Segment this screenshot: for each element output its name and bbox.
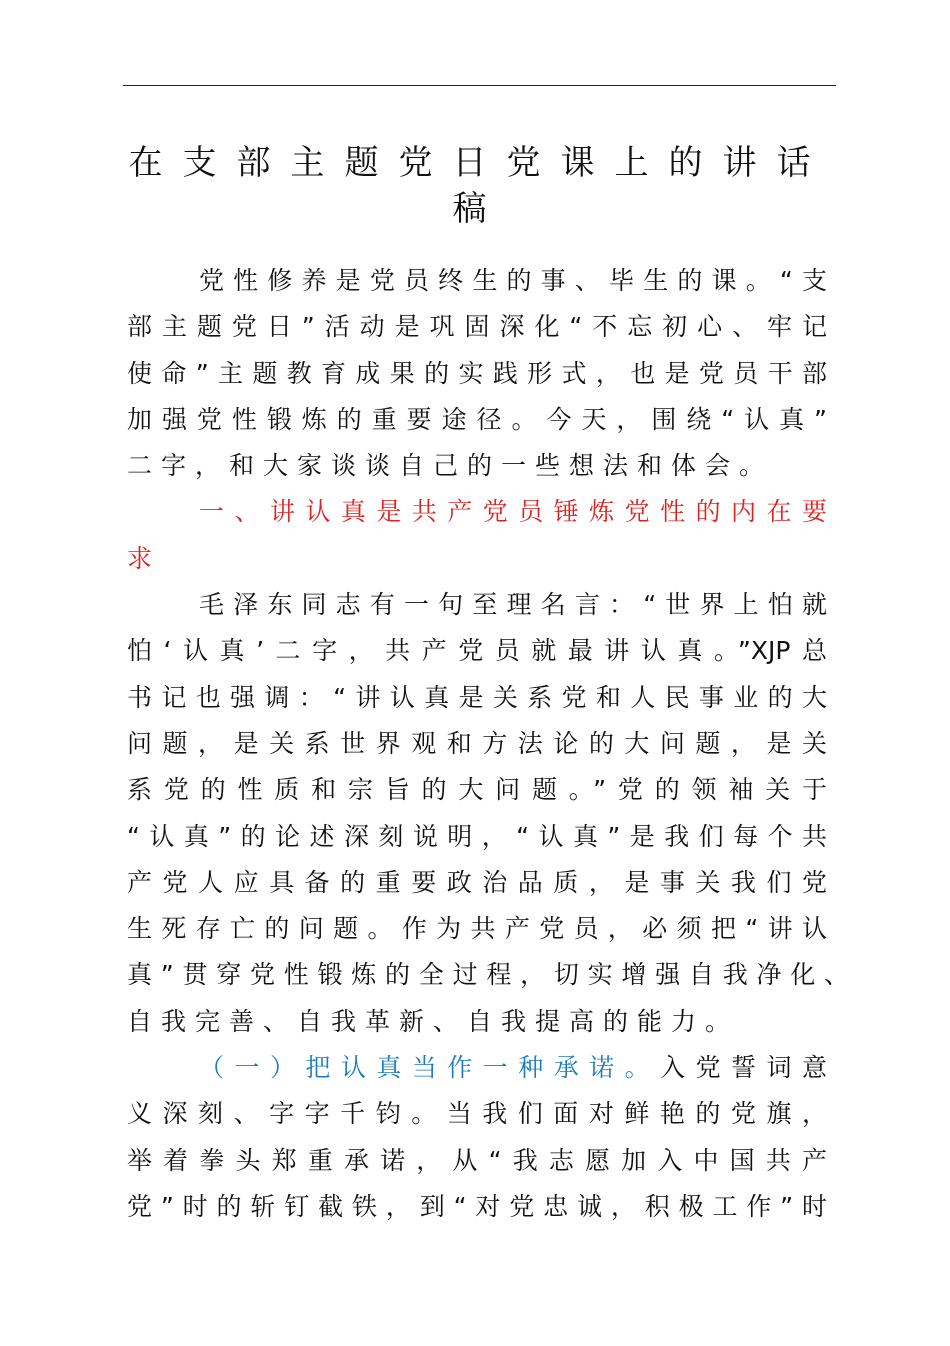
paragraph-line: 书记也强调：“讲认真是关系党和人民事业的大 — [127, 682, 827, 712]
section-heading: 一、讲认真是共产党员锤炼党性的内在要 — [199, 497, 827, 527]
paragraph-line: 问题，是关系世界观和方法论的大问题，是关 — [127, 728, 827, 758]
subsection-heading: （一）把认真当作一种承诺。 — [199, 1053, 661, 1083]
paragraph-line: 使命”主题教育成果的实践形式，也是党员干部 — [127, 358, 827, 388]
section-heading: 求 — [127, 543, 162, 573]
paragraph-line: 生死存亡的问题。作为共产党员，必须把“讲认 — [127, 914, 827, 944]
paragraph-line: 真”贯穿党性锻炼的全过程，切实增强自我净化、 — [127, 960, 849, 990]
paragraph-text: 入党誓词意 — [660, 1053, 827, 1083]
paragraph-line: 举着拳头郑重承诺，从“我志愿加入中国共产 — [127, 1145, 827, 1175]
title-line-2: 稿 — [452, 189, 507, 229]
header-rule — [123, 85, 836, 86]
paragraph-line: “认真”的论述深刻说明，“认真”是我们每个共 — [127, 821, 827, 851]
paragraph-line — [127, 1045, 827, 1091]
paragraph-line: 党”时的斩钉截铁，到“对党忠诚，积极工作”时 — [127, 1191, 827, 1221]
document-title — [123, 140, 836, 232]
paragraph-line: 自我完善、自我革新、自我提高的能力。 — [127, 1006, 740, 1036]
paragraph-line: 加强党性锻炼的重要途径。今天，围绕“认真” — [127, 404, 827, 434]
paragraph-line: 产党人应具备的重要政治品质，是事关我们党 — [127, 867, 827, 897]
paragraph-line: 怕‘认真’二字，共产党员就最讲认真。”XJP总 — [127, 636, 827, 666]
paragraph-line: 义深刻、字字千钧。当我们面对鲜艳的党旗， — [127, 1099, 827, 1129]
paragraph-line: 二字，和大家谈谈自己的一些想法和体会。 — [127, 451, 774, 481]
paragraph-line: 系党的性质和宗旨的大问题。”党的领袖关于 — [127, 775, 827, 805]
document-body — [127, 258, 849, 1230]
paragraph-line: 毛泽东同志有一句至理名言：“世界上怕就 — [199, 590, 827, 620]
paragraph-line: 部主题党日”活动是巩固深化“不忘初心、牢记 — [127, 312, 827, 342]
title-line-1: 在支部主题党日党课上的讲话 — [128, 143, 831, 183]
paragraph-line: 党性修养是党员终生的事、毕生的课。“支 — [199, 266, 827, 295]
